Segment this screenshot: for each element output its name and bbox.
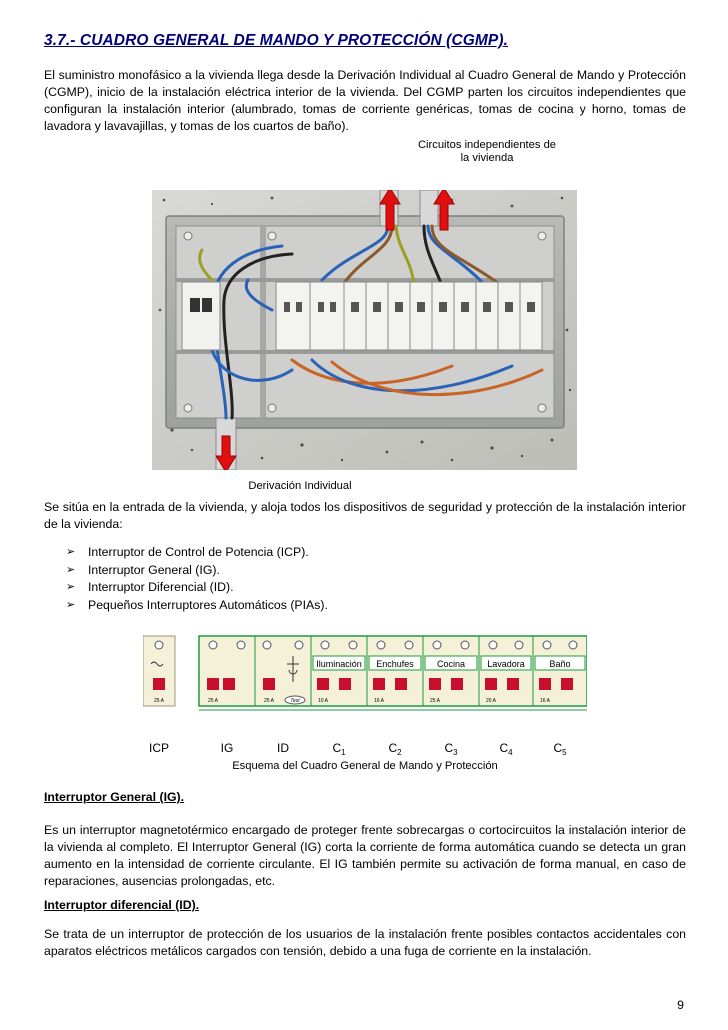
rating-ig: 25 A (207, 698, 219, 704)
rating-c4: 20 A (485, 698, 497, 704)
bullet-arrow-icon: ➢ (66, 581, 76, 594)
bullet-arrow-icon: ➢ (66, 598, 76, 611)
photo-caption-bottom: Derivación Individual (248, 480, 352, 492)
test-label: Test (290, 698, 300, 704)
cgmp-photo-illustration (152, 190, 577, 470)
circuit-label-iluminacion: Iluminación (316, 659, 362, 669)
circuit-label-bano: Baño (549, 659, 571, 669)
label-id: ID (277, 741, 289, 755)
cgmp-scheme (143, 634, 587, 762)
label-c1: $C_1$ (332, 741, 346, 757)
rating-c5: 16 A (539, 698, 551, 704)
label-c5: $C_5$ (553, 741, 567, 757)
id-heading: Interruptor diferencial (ID). (44, 898, 200, 912)
list-item: ➢ Pequeños Interruptores Automáticos (PIAs). (66, 597, 328, 615)
ig-paragraph: Es un interruptor magnetotérmico encargado de proteger frente sobrecargas o cortocircuitos la instalación interior de la vivienda al completo. El Interruptor General (IG) corta la corriente de forma automática cuando se detecta un gran aumento en la intensidad de corriente circulante. El IG también permite su activación de forma manual, en caso de reparaciones, ausencias prolongadas, etc. (44, 823, 686, 888)
device-list (66, 544, 328, 614)
photo-caption-top (402, 139, 572, 165)
circuit-label-cocina: Cocina (436, 659, 466, 669)
rating-c1: 10 A (317, 698, 329, 704)
page-number: 9 (677, 998, 684, 1012)
id-paragraph: Se trata de un interruptor de protección de los usuarios de la instalación frente posibles contactos accidentales con aparatos eléctricos metálicos cargados con tensión, debido a una fuga de corriente en la instalación. (44, 927, 686, 958)
photo-caption-top-line1: Circuitos independientes de (417, 139, 557, 151)
label-ig: IG (220, 741, 234, 755)
rating-c2: 16 A (373, 698, 385, 704)
cgmp-photo (152, 190, 577, 470)
bullet-arrow-icon: ➢ (66, 546, 76, 558)
list-item: ➢ Interruptor de Control de Potencia (ICP). (66, 544, 328, 562)
label-c3: $C_3$ (444, 741, 458, 757)
label-icp: ICP (148, 741, 170, 755)
rating-c3: 25 A (429, 698, 441, 704)
ig-heading: Interruptor General (IG). (44, 790, 185, 804)
location-paragraph: Se sitúa en la entrada de la vivienda, y aloja todos los dispositivos de seguridad y protección de la instalación interior de la vivienda: (44, 500, 686, 531)
circuit-label-enchufes: Enchufes (376, 659, 414, 669)
cgmp-scheme-diagram (143, 634, 587, 762)
scheme-caption: Esquema del Cuadro General de Mando y Protección (232, 760, 498, 772)
photo-caption-top-line2: la vivienda (460, 152, 514, 164)
intro-paragraph: El suministro monofásico a la vivienda llega desde la Derivación Individual al Cuadro General de Mando y Protección (CGMP), inicio de la instalación eléctrica interior de la vivienda. Del CGMP parten los circuitos independientes que configuran la instalación interior (alumbrado, tomas de corriente genéricas, tomas de cocina y horno, tomas de lavadora y lavavajillas, y tomas de los cuartos de baño). (44, 68, 686, 133)
rating-icp: 25 A (153, 698, 165, 704)
rating-id: 25 A (263, 698, 275, 704)
section-title: 3.7.- CUADRO GENERAL DE MANDO Y PROTECCIÓN (CGMP). (44, 32, 509, 49)
list-item: ➢ Interruptor General (IG). (66, 562, 328, 580)
circuit-label-lavadora: Lavadora (487, 659, 525, 669)
list-item: ➢ Interruptor Diferencial (ID). (66, 579, 328, 597)
label-c2: $C_2$ (388, 741, 402, 757)
bullet-arrow-icon: ➢ (66, 563, 76, 576)
label-c4: $C_4$ (499, 741, 513, 757)
